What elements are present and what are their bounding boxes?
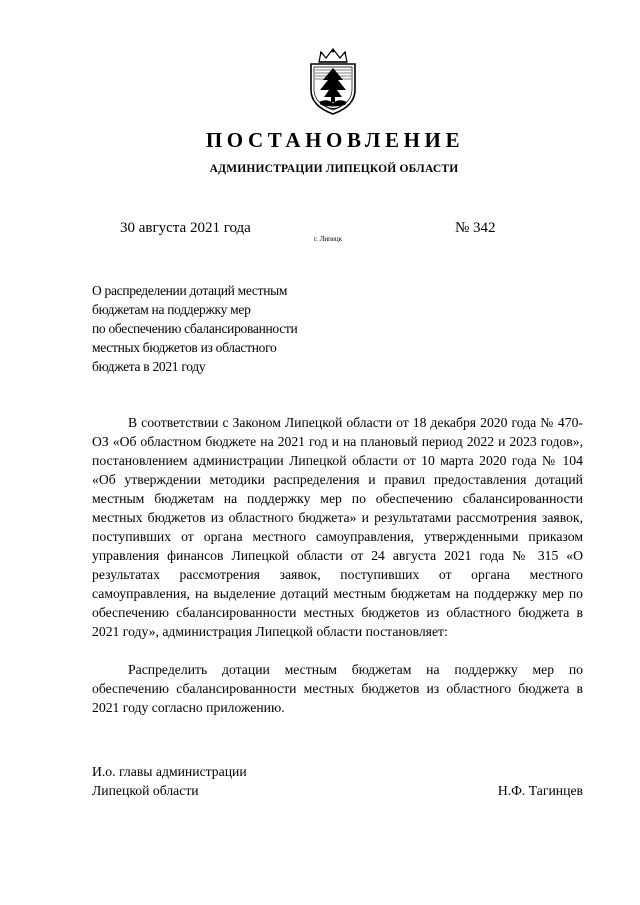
signatory-name: Н.Ф. Тагинцев bbox=[497, 783, 583, 798]
subject-line: бюджета в 2021 году bbox=[92, 359, 206, 374]
subject-line: местных бюджетов из областного bbox=[92, 340, 277, 355]
body-paragraph: Распределить дотации местным бюджетам на поддержку мер по обеспечению сбалансированности местных бюджетов из областного бюджета в 2021 году согласно приложению. bbox=[92, 662, 583, 715]
coat-of-arms-icon bbox=[307, 48, 359, 116]
subject-line: О распределении дотаций местным bbox=[92, 283, 288, 298]
document-subject bbox=[92, 281, 372, 376]
document-number: № 342 bbox=[455, 220, 496, 236]
subject-line: по обеспечению сбалансированности bbox=[92, 321, 298, 336]
signatory-position-line: Липецкой области bbox=[92, 783, 199, 798]
document-date: 30 августа 2021 года bbox=[120, 220, 251, 236]
signatory-position bbox=[92, 762, 247, 800]
document-body bbox=[92, 413, 583, 717]
subject-line: бюджетам на поддержку мер bbox=[92, 302, 251, 317]
document-title: ПОСТАНОВЛЕНИЕ bbox=[205, 128, 465, 152]
body-paragraph: В соответствии с Законом Липецкой области от 18 декабря 2020 года № 470-ОЗ «Об областном бюджете на 2021 год и на плановый период 2022 и 2023 годов», постановлением администрации Липецкой области от 10 марта 2020 года № 104 «Об утверждении методики распределения и правил предоставления дотаций местным бюджетам на поддержку мер по обеспечению сбалансированности местных бюджетов из областного бюджета» и результатами рассмотрения заявок, поступивших от органа местного самоуправления, утвержденными приказом управления финансов Липецкой области от 24 августа 2021 года № 315 «О результатах рассмотрения заявок, поступивших от органа местного самоуправления, на выделение дотаций местным бюджетам на поддержку мер по обеспечению сбалансированности местных бюджетов из областного бюджета в 2021 году», администрация Липецкой области постановляет: bbox=[92, 415, 583, 639]
document-subtitle: АДМИНИСТРАЦИИ ЛИПЕЦКОЙ ОБЛАСТИ bbox=[209, 163, 459, 175]
document-city: г. Липецк bbox=[314, 235, 343, 243]
signatory-position-line: И.о. главы администрации bbox=[92, 764, 247, 779]
